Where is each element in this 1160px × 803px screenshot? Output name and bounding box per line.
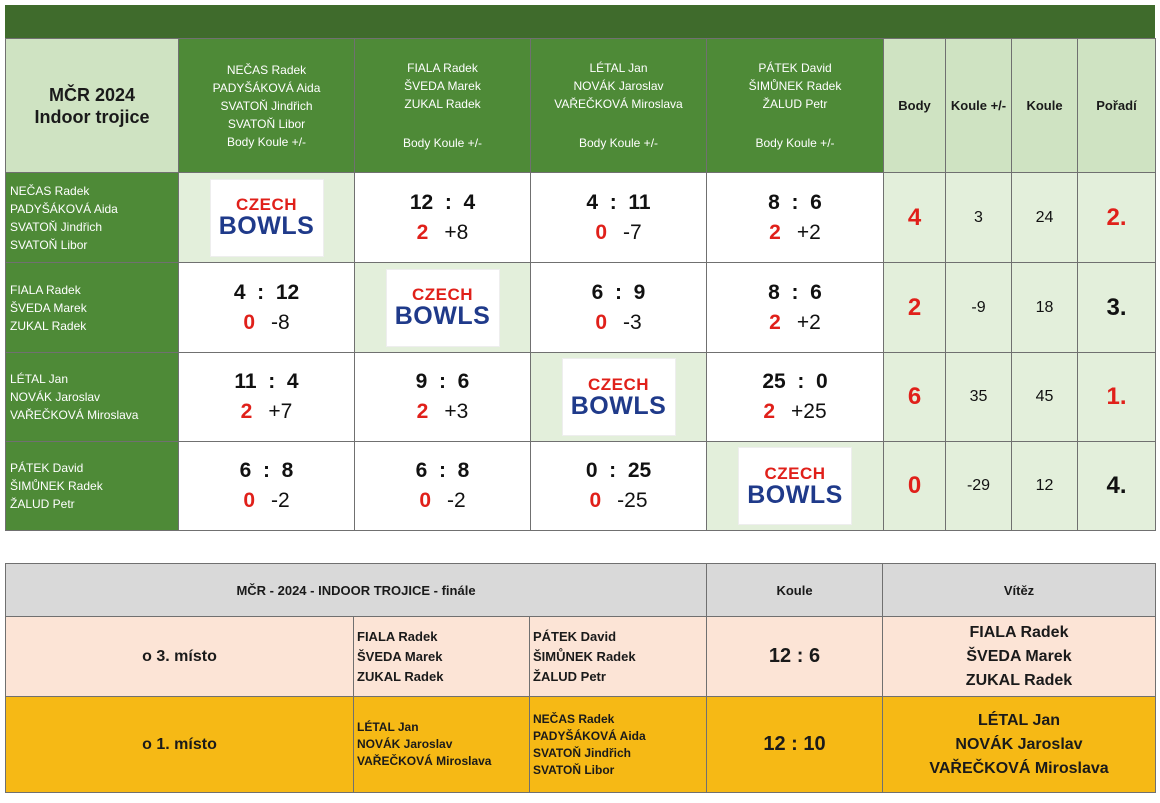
column-sublabel: Body Koule +/- [578, 136, 659, 150]
row-header-team-2: FIALA Radek ŠVEDA Marek ZUKAL Radek [6, 263, 179, 353]
match-cell: 8 : 6 2 +2 [707, 173, 884, 263]
finals-table [5, 563, 1156, 793]
diagonal-logo-cell [355, 263, 531, 353]
match-cell: 9 : 6 2 +3 [355, 353, 531, 442]
header-row [6, 39, 1156, 173]
bronze-match-row [6, 617, 1156, 697]
match-score: 12 : 6 [707, 617, 883, 697]
match-cell: 4 : 11 0 -7 [531, 173, 707, 263]
body-value: 2 [884, 263, 946, 353]
body-value: 0 [884, 442, 946, 531]
koule-diff-value: 35 [946, 353, 1012, 442]
header-koule-diff: Koule +/- [946, 39, 1012, 173]
header-koule: Koule [1012, 39, 1078, 173]
team-b: PÁTEK David ŠIMŮNEK Radek ŽALUD Petr [530, 617, 707, 697]
rank-value: 2. [1078, 173, 1156, 263]
finals-header-row [6, 564, 1156, 617]
czech-bowls-logo: CZECH BOWLS [210, 179, 324, 257]
koule-diff-value: -9 [946, 263, 1012, 353]
column-sublabel: Body Koule +/- [755, 136, 835, 150]
match-cell: 8 : 6 2 +2 [707, 263, 884, 353]
diagonal-logo-cell [531, 353, 707, 442]
gold-match-row [6, 697, 1156, 793]
match-cell: 6 : 9 0 -3 [531, 263, 707, 353]
diagonal-logo-cell [707, 442, 884, 531]
match-cell: 4 : 12 0 -8 [179, 263, 355, 353]
body-value: 4 [884, 173, 946, 263]
koule-diff-value: -29 [946, 442, 1012, 531]
finals-winner-header: Vítěz [883, 564, 1156, 617]
match-label: o 1. místo [6, 697, 354, 793]
match-cell: 11 : 4 2 +7 [179, 353, 355, 442]
table-row [6, 353, 1156, 442]
match-cell: 0 : 25 0 -25 [531, 442, 707, 531]
top-banner [5, 5, 1155, 38]
rank-value: 1. [1078, 353, 1156, 442]
czech-bowls-logo: CZECH BOWLS [386, 269, 500, 347]
column-header-team-4: PÁTEK David ŠIMŮNEK Radek ŽALUD Petr Body Koule +/- [707, 39, 884, 173]
column-sublabel: Body Koule +/- [226, 134, 307, 149]
koule-value: 12 [1012, 442, 1078, 531]
column-header-team-1: NEČAS Radek PADYŠÁKOVÁ Aida SVATOŇ Jindřich SVATOŇ Libor Body Koule +/- [179, 39, 355, 173]
body-value: 6 [884, 353, 946, 442]
koule-value: 18 [1012, 263, 1078, 353]
winner: LÉTAL Jan NOVÁK Jaroslav VAŘEČKOVÁ Miroslava [883, 697, 1156, 793]
koule-diff-value: 3 [946, 173, 1012, 263]
match-score: 12 : 10 [707, 697, 883, 793]
row-header-team-4: PÁTEK David ŠIMŮNEK Radek ŽALUD Petr [6, 442, 179, 531]
page-title: MČR 2024 Indoor trojice [6, 39, 179, 173]
team-b: NEČAS Radek PADYŠÁKOVÁ Aida SVATOŇ Jindřich SVATOŇ Libor [530, 697, 707, 793]
czech-bowls-logo: CZECH BOWLS [562, 358, 676, 436]
table-row [6, 173, 1156, 263]
diagonal-logo-cell [179, 173, 355, 263]
table-row [6, 442, 1156, 531]
match-cell: 6 : 8 0 -2 [355, 442, 531, 531]
match-cell: 12 : 4 2 +8 [355, 173, 531, 263]
rank-value: 3. [1078, 263, 1156, 353]
table-row [6, 263, 1156, 353]
match-label: o 3. místo [6, 617, 354, 697]
column-header-team-2: FIALA Radek ŠVEDA Marek ZUKAL Radek Body Koule +/- [355, 39, 531, 173]
finals-koule-header: Koule [707, 564, 883, 617]
winner: FIALA Radek ŠVEDA Marek ZUKAL Radek [883, 617, 1156, 697]
header-poradi: Pořadí [1078, 39, 1156, 173]
match-cell: 25 : 0 2 +25 [707, 353, 884, 442]
rank-value: 4. [1078, 442, 1156, 531]
column-sublabel: Body Koule +/- [402, 136, 483, 150]
team-a: FIALA Radek ŠVEDA Marek ZUKAL Radek [354, 617, 530, 697]
match-cell: 6 : 8 0 -2 [179, 442, 355, 531]
header-body: Body [884, 39, 946, 173]
row-header-team-1: NEČAS Radek PADYŠÁKOVÁ Aida SVATOŇ Jindřich SVATOŇ Libor [6, 173, 179, 263]
koule-value: 24 [1012, 173, 1078, 263]
row-header-team-3: LÉTAL Jan NOVÁK Jaroslav VAŘEČKOVÁ Miroslava [6, 353, 179, 442]
finals-title: MČR - 2024 - INDOOR TROJICE - finále [6, 564, 707, 617]
team-a: LÉTAL Jan NOVÁK Jaroslav VAŘEČKOVÁ Miroslava [354, 697, 530, 793]
standings-table [5, 38, 1156, 531]
column-header-team-3: LÉTAL Jan NOVÁK Jaroslav VAŘEČKOVÁ Miroslava Body Koule +/- [531, 39, 707, 173]
koule-value: 45 [1012, 353, 1078, 442]
czech-bowls-logo: CZECH BOWLS [738, 447, 852, 525]
